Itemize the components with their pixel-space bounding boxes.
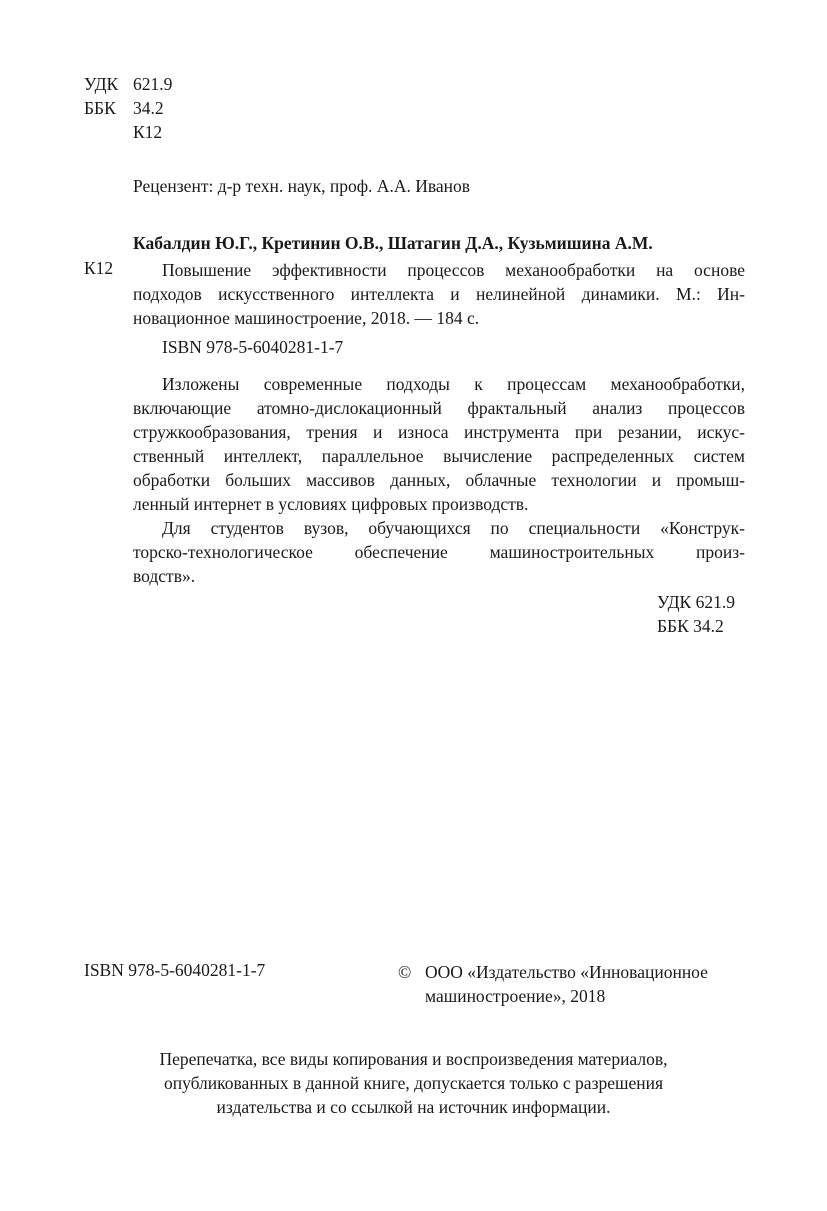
author-mark: К12 bbox=[133, 122, 163, 142]
reprint-line: издательства и со ссылкой на источник информации. bbox=[216, 1097, 611, 1117]
annotation-line: ленный интернет в условиях цифровых производств. bbox=[133, 494, 529, 514]
description-line: Повышение эффективности процессов механообработки на основе bbox=[162, 260, 745, 280]
reviewer: Рецензент: д-р техн. наук, проф. А.А. Иванов bbox=[133, 176, 471, 196]
book-code: К12 bbox=[84, 258, 114, 278]
copyright bbox=[398, 960, 708, 1008]
udk-row bbox=[84, 72, 172, 96]
copyright-line: ООО «Издательство «Инновационное bbox=[425, 962, 708, 982]
annotation-line: обработки больших массивов данных, облачные технологии и промыш- bbox=[133, 470, 745, 490]
annotation bbox=[133, 372, 745, 588]
audience-line: водств». bbox=[133, 566, 196, 586]
classification-block bbox=[84, 72, 172, 144]
classification-right bbox=[657, 590, 735, 638]
bbk-row bbox=[84, 96, 172, 120]
audience-line: торско-технологическое обеспечение машиностроительных произ- bbox=[133, 542, 745, 562]
bbk-label: ББК bbox=[84, 98, 116, 118]
audience-line: Для студентов вузов, обучающихся по специальности «Конструк- bbox=[162, 518, 745, 538]
copyright-line: машиностроение», 2018 bbox=[425, 986, 606, 1006]
isbn-top: ISBN 978-5-6040281-1-7 bbox=[162, 337, 344, 357]
authors: Кабалдин Ю.Г., Кретинин О.В., Шатагин Д.А., Кузьмишина А.М. bbox=[133, 233, 653, 253]
author-mark-row bbox=[84, 120, 172, 144]
udk-value: 621.9 bbox=[133, 74, 173, 94]
reprint-notice bbox=[0, 1047, 827, 1119]
annotation-line: Изложены современные подходы к процессам механообработки, bbox=[162, 374, 745, 394]
bibliographic-description bbox=[133, 258, 745, 330]
isbn-bottom: ISBN 978-5-6040281-1-7 bbox=[84, 960, 266, 980]
annotation-line: ственный интеллект, параллельное вычисление распределенных систем bbox=[133, 446, 745, 466]
udk-label: УДК bbox=[84, 74, 119, 94]
bbk-right: ББК 34.2 bbox=[657, 616, 724, 636]
annotation-line: включающие атомно-дислокационный фрактальный анализ процессов bbox=[133, 398, 745, 418]
copyright-icon: © bbox=[398, 962, 412, 982]
reprint-line: опубликованных в данной книге, допускается только с разрешения bbox=[163, 1073, 664, 1093]
annotation-line: стружкообразования, трения и износа инструмента при резании, искус- bbox=[133, 422, 745, 442]
reprint-line: Перепечатка, все виды копирования и воспроизведения материалов, bbox=[159, 1049, 668, 1069]
udk-right: УДК 621.9 bbox=[657, 592, 735, 612]
bbk-value: 34.2 bbox=[133, 98, 164, 118]
description-line: подходов искусственного интеллекта и нелинейной динамики. М.: Ин- bbox=[133, 284, 745, 304]
description-line: новационное машиностроение, 2018. — 184 с. bbox=[133, 308, 480, 328]
